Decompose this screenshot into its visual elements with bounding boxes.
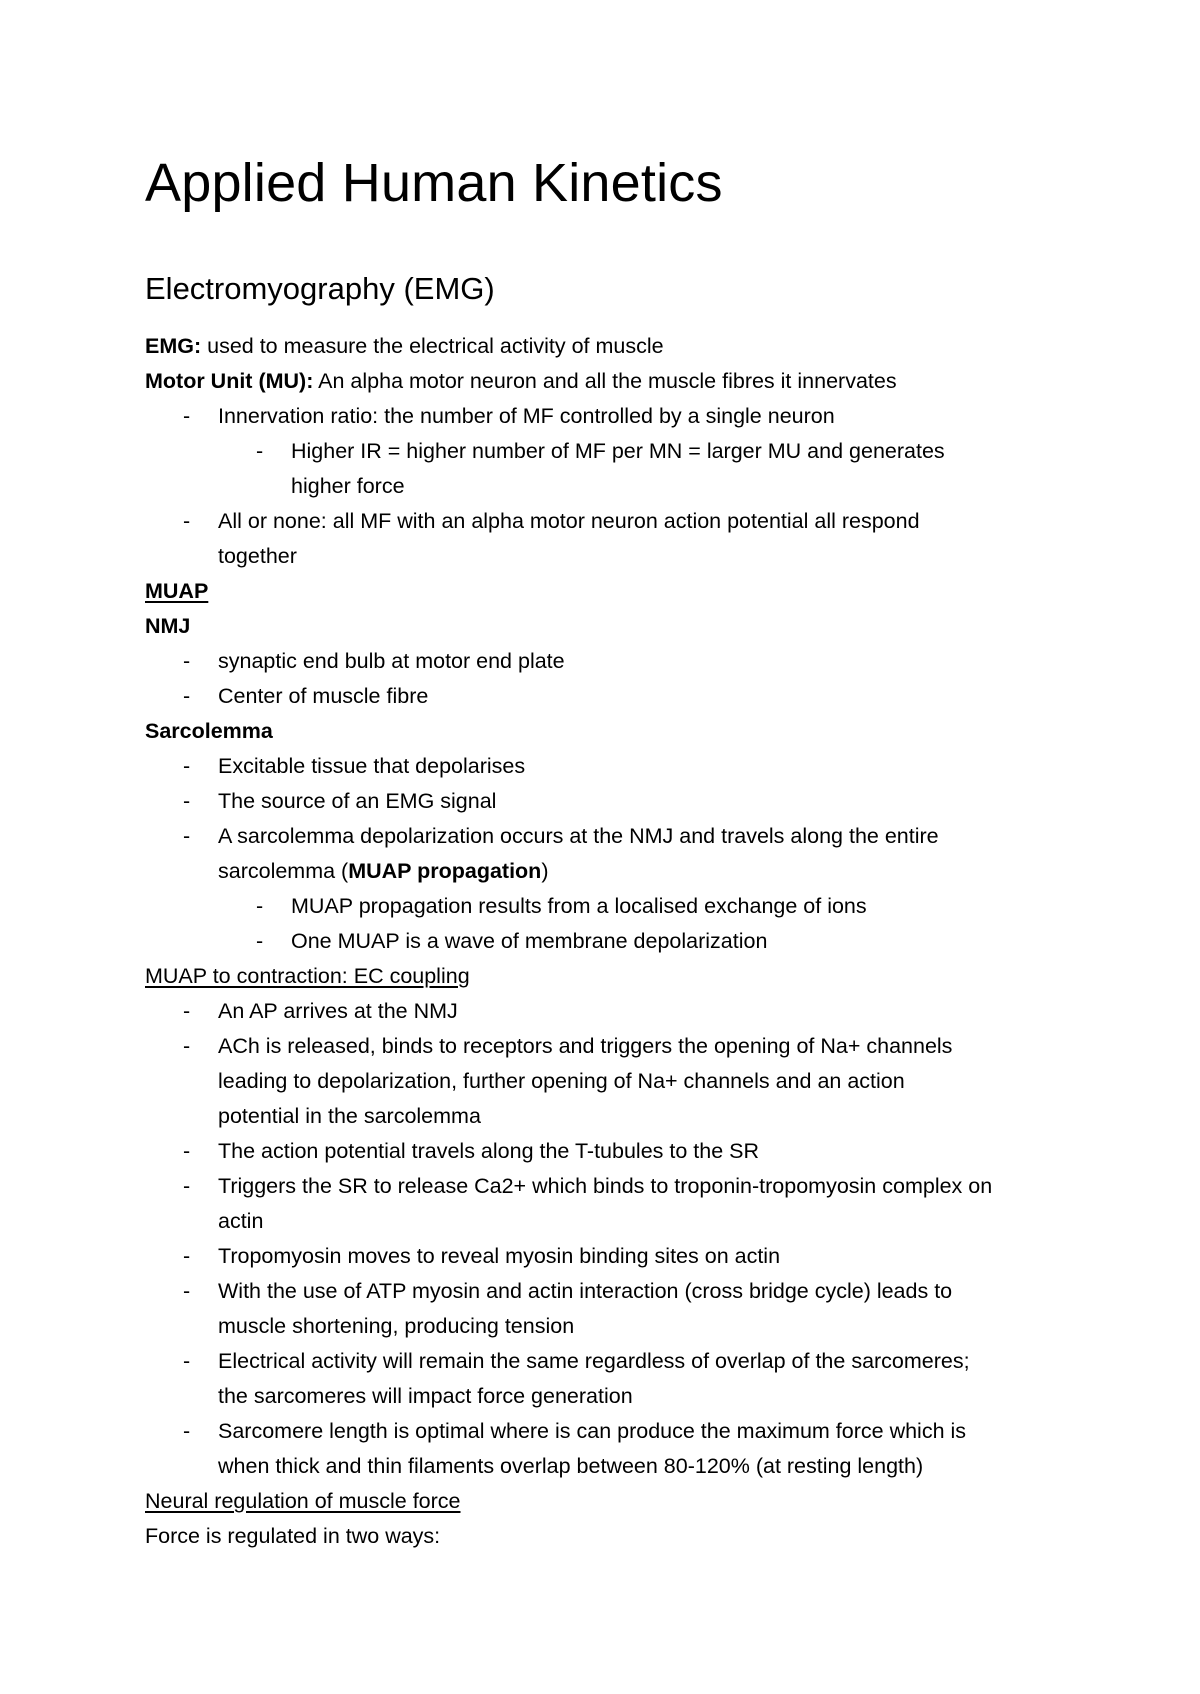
list-item: Tropomyosin moves to reveal myosin binding sites on actin [218, 1244, 781, 1268]
ec-coupling-heading: MUAP to contraction: EC coupling [145, 964, 470, 988]
bullet-dash: - [183, 649, 191, 673]
list-item: Electrical activity will remain the same regardless of overlap of the sarcomeres; [218, 1349, 970, 1373]
list-item-continued: potential in the sarcolemma [218, 1104, 481, 1128]
section-heading: Electromyography (EMG) [145, 271, 495, 306]
list-item-continued: muscle shortening, producing tension [218, 1314, 575, 1338]
neural-regulation-text: Force is regulated in two ways: [145, 1524, 441, 1548]
list-item: ACh is released, binds to receptors and triggers the opening of Na+ channels [218, 1034, 953, 1058]
bullet-dash: - [183, 1349, 191, 1373]
list-item: synaptic end bulb at motor end plate [218, 649, 565, 673]
text-run: ) [541, 859, 549, 883]
list-item-continued [218, 854, 549, 889]
motor-unit-definition-text: An alpha motor neuron and all the muscle fibres it innervates [313, 369, 897, 393]
list-item: Excitable tissue that depolarises [218, 754, 526, 778]
sub-bullet-dash: - [256, 439, 264, 463]
muap-propagation-term: MUAP propagation [348, 859, 542, 883]
list-item: Center of muscle fibre [218, 684, 429, 708]
bullet-dash: - [183, 824, 191, 848]
sarcolemma-heading: Sarcolemma [145, 719, 273, 743]
list-item: The action potential travels along the T-tubules to the SR [218, 1139, 760, 1163]
bullet-dash: - [183, 684, 191, 708]
bullet-dash: - [183, 509, 191, 533]
sub-list-item: Higher IR = higher number of MF per MN = larger MU and generates [291, 439, 945, 463]
list-item-continued: when thick and thin filaments overlap between 80-120% (at resting length) [218, 1454, 924, 1478]
bullet-dash: - [183, 1174, 191, 1198]
bullet-dash: - [183, 404, 191, 428]
document-title: Applied Human Kinetics [145, 153, 723, 213]
sub-bullet-dash: - [256, 929, 264, 953]
motor-unit-definition [145, 364, 897, 399]
bullet-dash: - [183, 1419, 191, 1443]
bullet-dash: - [183, 1279, 191, 1303]
list-item: The source of an EMG signal [218, 789, 497, 813]
list-item: Sarcomere length is optimal where is can produce the maximum force which is [218, 1419, 967, 1443]
bullet-dash: - [183, 999, 191, 1023]
neural-regulation-heading: Neural regulation of muscle force [145, 1489, 461, 1513]
bullet-dash: - [183, 789, 191, 813]
emg-term: EMG: [145, 334, 202, 358]
muap-heading: MUAP [145, 579, 209, 603]
bullet-dash: - [183, 754, 191, 778]
text-run: sarcolemma ( [218, 859, 349, 883]
sub-list-item-continued: higher force [291, 474, 405, 498]
sub-bullet-dash: - [256, 894, 264, 918]
bullet-dash: - [183, 1139, 191, 1163]
list-item: Triggers the SR to release Ca2+ which binds to troponin-tropomyosin complex on [218, 1174, 993, 1198]
list-item-continued: the sarcomeres will impact force generation [218, 1384, 633, 1408]
bullet-dash: - [183, 1244, 191, 1268]
list-item-continued: leading to depolarization, further opening of Na+ channels and an action [218, 1069, 905, 1093]
list-item: All or none: all MF with an alpha motor neuron action potential all respond [218, 509, 920, 533]
emg-definition [145, 329, 664, 364]
sub-list-item: One MUAP is a wave of membrane depolarization [291, 929, 768, 953]
nmj-heading: NMJ [145, 614, 191, 638]
list-item: Innervation ratio: the number of MF controlled by a single neuron [218, 404, 835, 428]
list-item-continued: actin [218, 1209, 264, 1233]
bullet-dash: - [183, 1034, 191, 1058]
motor-unit-term: Motor Unit (MU): [145, 369, 314, 393]
list-item: With the use of ATP myosin and actin interaction (cross bridge cycle) leads to [218, 1279, 953, 1303]
emg-definition-text: used to measure the electrical activity of muscle [201, 334, 664, 358]
list-item: A sarcolemma depolarization occurs at the NMJ and travels along the entire [218, 824, 939, 848]
list-item-continued: together [218, 544, 297, 568]
sub-list-item: MUAP propagation results from a localised exchange of ions [291, 894, 867, 918]
list-item: An AP arrives at the NMJ [218, 999, 458, 1023]
